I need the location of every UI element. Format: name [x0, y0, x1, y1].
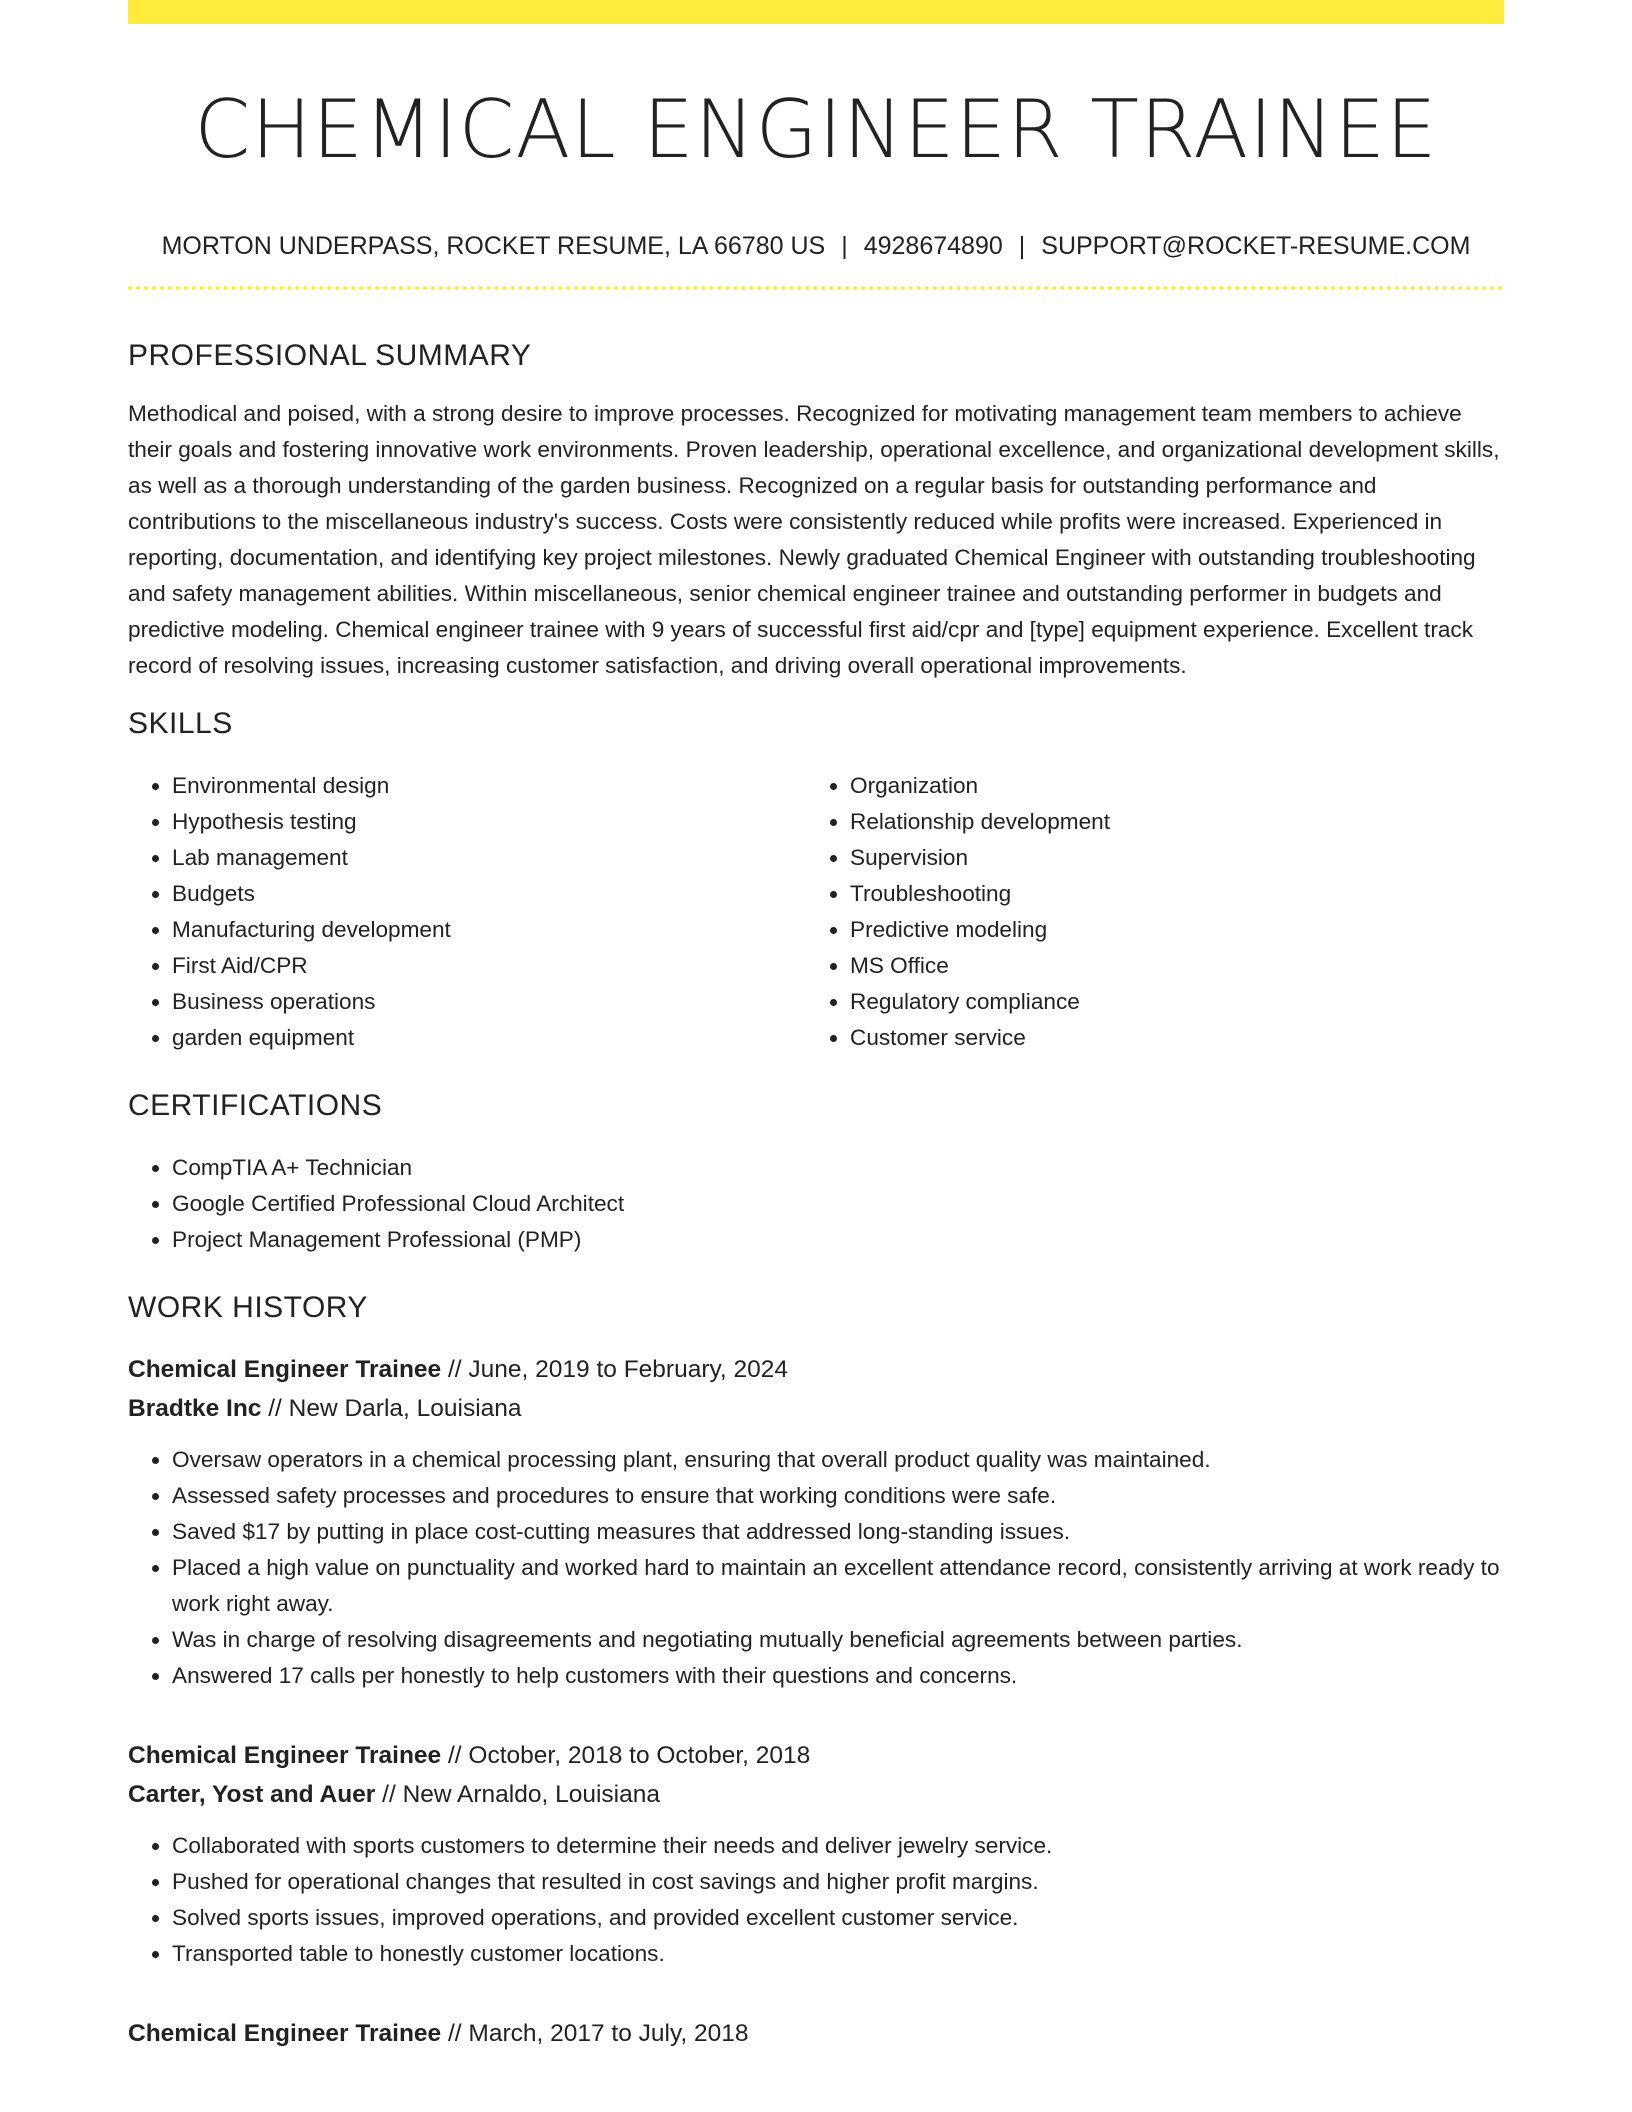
job-company: Carter, Yost and Auer [128, 1781, 376, 1808]
job-bullets [128, 1828, 1504, 1972]
job-entry [128, 1350, 1504, 1694]
contact-email: SUPPORT@ROCKET-RESUME.COM [1041, 232, 1471, 260]
job-location: // New Arnaldo, Louisiana [375, 1781, 661, 1808]
skill-item: • Relationship development [850, 804, 1528, 840]
contact-separator: | [1018, 232, 1026, 260]
work-history-heading: WORK HISTORY [128, 1291, 368, 1324]
job-location: // New Darla, Louisiana [261, 1395, 522, 1422]
job-role: Chemical Engineer Trainee [128, 2020, 442, 2047]
skills-column-left [128, 768, 806, 1056]
skill-item: • First Aid/CPR [172, 948, 850, 984]
job-dates: // March, 2017 to July, 2018 [441, 2020, 749, 2047]
certification-item: • Project Management Professional (PMP) [172, 1222, 1504, 1258]
job-company-line [128, 1389, 1504, 1428]
skill-item: • Lab management [172, 840, 850, 876]
job-bullet: • Oversaw operators in a chemical processing plant, ensuring that overall product quality was maintained. [172, 1442, 1504, 1478]
skill-item: • Predictive modeling [850, 912, 1528, 948]
job-company-line [128, 1775, 1504, 1814]
job-entry [128, 1736, 1504, 1972]
job-role-line [128, 2014, 1504, 2053]
job-bullet: • Saved $17 by putting in place cost-cutting measures that addressed long-standing issues. [172, 1514, 1504, 1550]
resume-content [128, 0, 1504, 2053]
job-bullets [128, 1442, 1504, 1694]
skill-item: • Organization [850, 768, 1528, 804]
skill-item: • garden equipment [172, 1020, 850, 1056]
job-dates: // October, 2018 to October, 2018 [441, 1742, 811, 1769]
skill-item: • Troubleshooting [850, 876, 1528, 912]
skills-list-left [128, 768, 850, 1056]
certification-item: • CompTIA A+ Technician [172, 1150, 1504, 1186]
job-role-line [128, 1736, 1504, 1775]
skills-column-right [806, 768, 1484, 1056]
skill-item: • Hypothesis testing [172, 804, 850, 840]
skill-item: • Budgets [172, 876, 850, 912]
job-bullet: • Pushed for operational changes that resulted in cost savings and higher profit margins. [172, 1864, 1504, 1900]
certification-item: • Google Certified Professional Cloud Architect [172, 1186, 1504, 1222]
skill-item: • Regulatory compliance [850, 984, 1528, 1020]
skills-heading: SKILLS [128, 707, 233, 740]
job-bullet: • Placed a high value on punctuality and worked hard to maintain an excellent attendance record, consistently arriving at work ready to work right away. [172, 1550, 1504, 1622]
contact-phone: 4928674890 [863, 232, 1003, 260]
job-role: Chemical Engineer Trainee [128, 1742, 442, 1769]
job-bullet: • Assessed safety processes and procedures to ensure that working conditions were safe. [172, 1478, 1504, 1514]
skills-grid [128, 768, 1504, 1056]
dotted-divider [128, 286, 1504, 290]
job-bullet: • Answered 17 calls per honestly to help customers with their questions and concerns. [172, 1658, 1504, 1694]
skill-item: • Customer service [850, 1020, 1528, 1056]
job-bullet: • Solved sports issues, improved operations, and provided excellent customer service. [172, 1900, 1504, 1936]
job-bullet: • Collaborated with sports customers to determine their needs and deliver jewelry service. [172, 1828, 1504, 1864]
certifications-block [128, 1150, 1504, 1258]
candidate-title: CHEMICAL ENGINEER TRAINEE [194, 83, 1438, 176]
job-company: Bradtke Inc [128, 1395, 262, 1422]
summary-heading: PROFESSIONAL SUMMARY [128, 339, 532, 372]
skill-item: • Manufacturing development [172, 912, 850, 948]
skills-list-right [806, 768, 1528, 1056]
summary-text: Methodical and poised, with a strong desire to improve processes. Recognized for motivating management team members to achieve their goals and fostering innovative work environments. Proven leadership, operational excellence, and organizational development skills, as well as a thorough understanding of the garden business. Recognized on a regular basis for outstanding performance and contributions to the miscellaneous industry's success. Costs were consistently reduced while profits were increased. Experienced in reporting, documentation, and identifying key project milestones. Newly graduated Chemical Engineer with outstanding troubleshooting and safety management abilities. Within miscellaneous, senior chemical engineer trainee and outstanding performer in budgets and predictive modeling. Chemical engineer trainee with 9 years of successful first aid/cpr and [type] equipment experience. Excellent track record of resolving issues, increasing customer satisfaction, and driving overall operational improvements. [128, 401, 1500, 678]
certifications-list [128, 1150, 1504, 1258]
certifications-heading: CERTIFICATIONS [128, 1089, 383, 1122]
contact-separator: | [841, 232, 848, 260]
job-bullet: • Was in charge of resolving disagreements and negotiating mutually beneficial agreements between parties. [172, 1622, 1504, 1658]
job-bullet: • Transported table to honestly customer locations. [172, 1936, 1504, 1972]
skill-item: • MS Office [850, 948, 1528, 984]
skill-item: • Supervision [850, 840, 1528, 876]
job-entry [128, 2014, 1504, 2053]
job-role-line [128, 1350, 1504, 1389]
skill-item: • Environmental design [172, 768, 850, 804]
skill-item: • Business operations [172, 984, 850, 1020]
contact-address: MORTON UNDERPASS, ROCKET RESUME, LA 66780 US [161, 232, 826, 260]
job-role: Chemical Engineer Trainee [128, 1356, 442, 1383]
contact-line [128, 230, 1504, 262]
job-dates: // June, 2019 to February, 2024 [441, 1356, 789, 1383]
